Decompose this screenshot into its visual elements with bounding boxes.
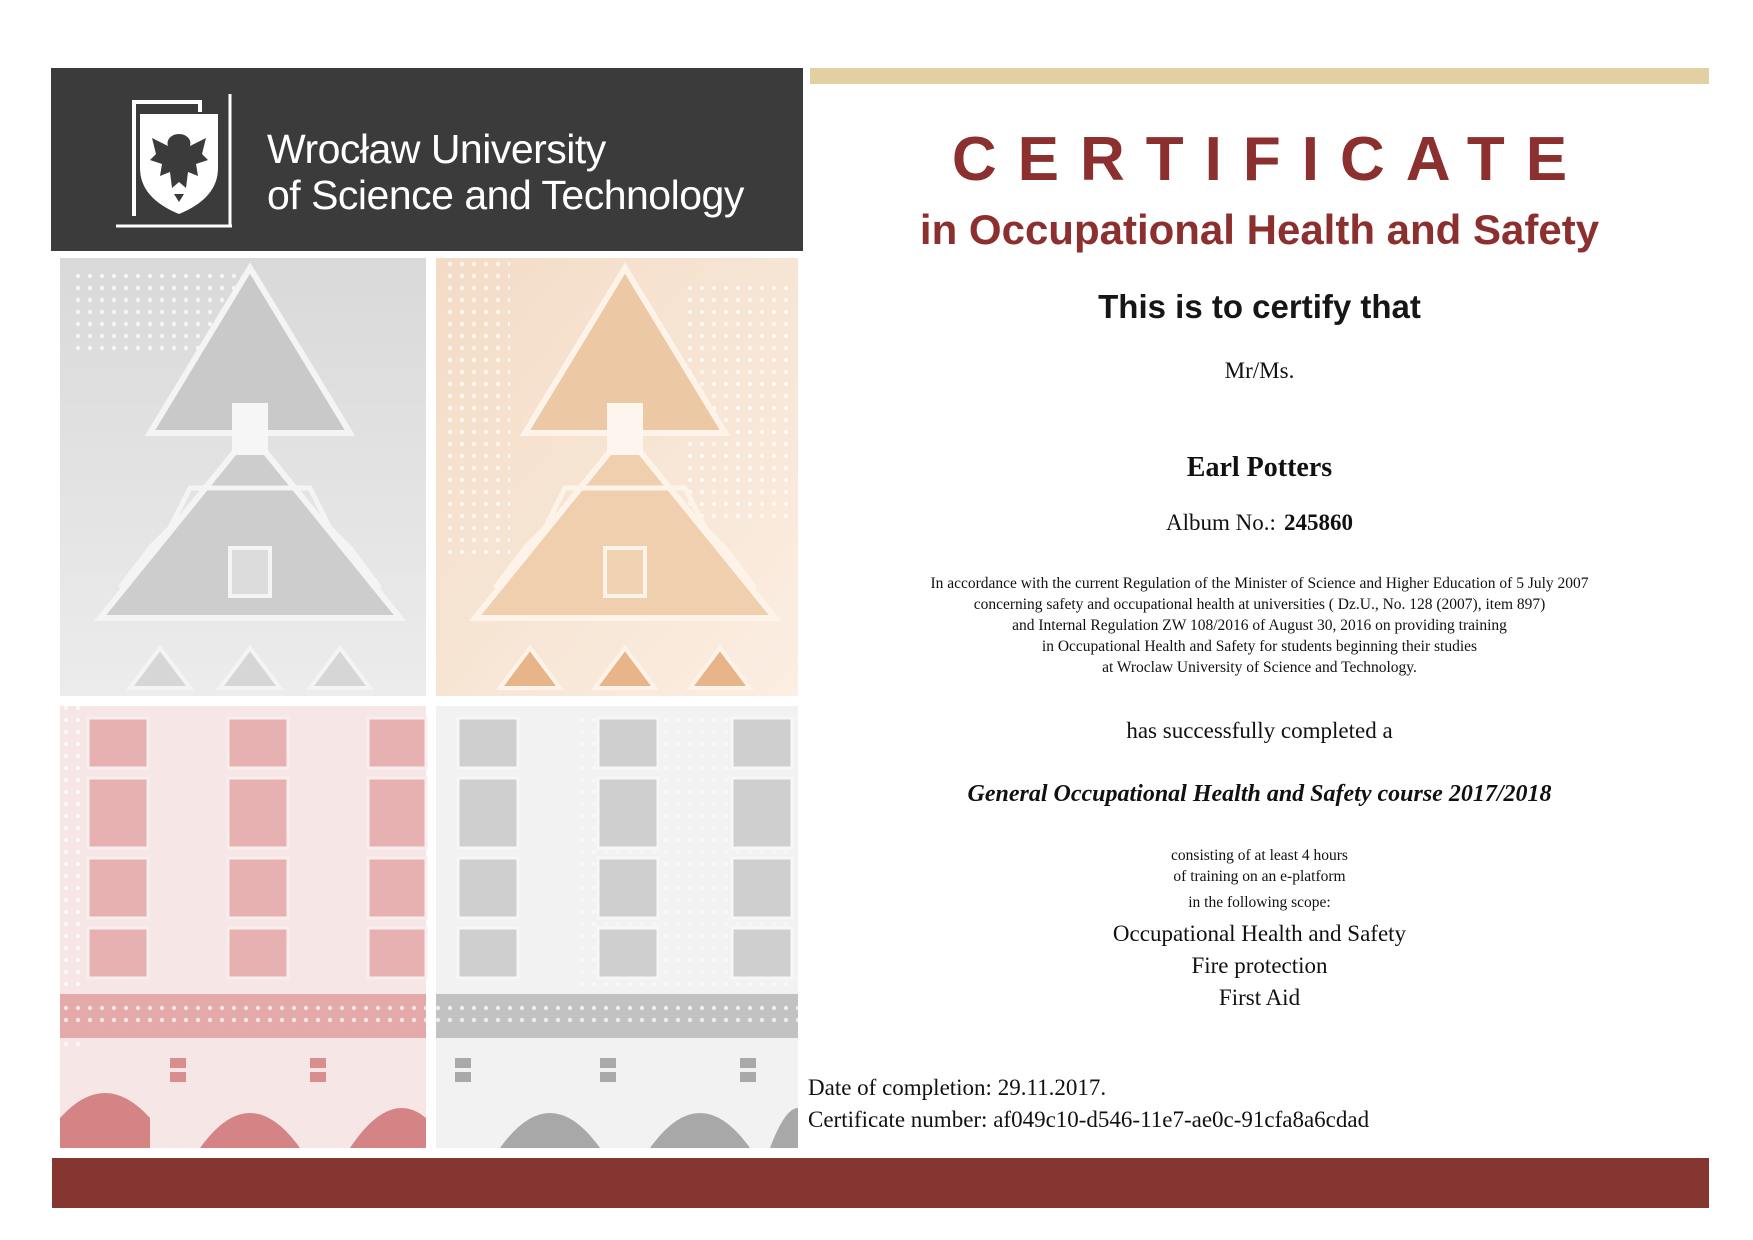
holder-name: Earl Potters <box>1186 452 1333 483</box>
footer-band <box>52 1158 1709 1208</box>
scope-label: in the following scope: <box>1188 894 1331 911</box>
certificate-number: Certificate number: af049c10-d546-11e7-ae0c-91cfa8a6cdad <box>808 1107 1370 1132</box>
peach-gable-panel <box>436 258 798 696</box>
completed-statement: has successfully completed a <box>1126 718 1393 743</box>
album-number: 245860 <box>1283 510 1353 535</box>
certify-statement: This is to certify that <box>1098 288 1421 325</box>
album-number-line <box>810 510 1709 536</box>
completion-date: Date of completion: 29.11.2017. <box>808 1075 1107 1100</box>
hours-line: of training on an e-platform <box>1173 868 1346 885</box>
scope-item: First Aid <box>1218 985 1301 1010</box>
gold-accent-strip <box>810 68 1709 84</box>
training-hours <box>810 845 1709 887</box>
certificate-subtitle: in Occupational Health and Safety <box>919 206 1600 253</box>
eagle-crest-icon <box>116 94 242 228</box>
university-logo-bar <box>51 68 803 251</box>
legal-line: In accordance with the current Regulation of the Minister of Science and Higher Education of 5 July 2007 <box>930 575 1589 592</box>
scope-list <box>810 918 1709 1014</box>
red-facade-panel <box>60 706 426 1148</box>
certificate-title: CERTIFICATE <box>951 125 1589 194</box>
legal-line: at Wroclaw University of Science and Technology. <box>1102 659 1417 676</box>
scope-item: Occupational Health and Safety <box>1112 921 1407 946</box>
university-name-line2: of Science and Technology <box>267 172 744 218</box>
building-artwork <box>60 258 798 1148</box>
legal-basis <box>810 573 1709 678</box>
legal-line: in Occupational Health and Safety for students beginning their studies <box>1041 638 1478 655</box>
grey-facade-panel <box>436 706 798 1148</box>
legal-line: and Internal Regulation ZW 108/2016 of August 30, 2016 on providing training <box>1012 617 1507 634</box>
grey-gable-panel <box>60 258 426 696</box>
album-label: Album No.: <box>1166 510 1276 535</box>
hours-line: consisting of at least 4 hours <box>1171 847 1348 864</box>
scope-item: Fire protection <box>1191 953 1328 978</box>
legal-line: concerning safety and occupational health at universities ( Dz.U., No. 128 (2007), item 897) <box>973 596 1546 613</box>
university-name <box>267 126 744 218</box>
course-name: General Occupational Health and Safety course 2017/2018 <box>967 781 1552 807</box>
university-name-line1: Wrocław University <box>267 126 606 172</box>
name-prefix: Mr/Ms. <box>1224 358 1295 383</box>
